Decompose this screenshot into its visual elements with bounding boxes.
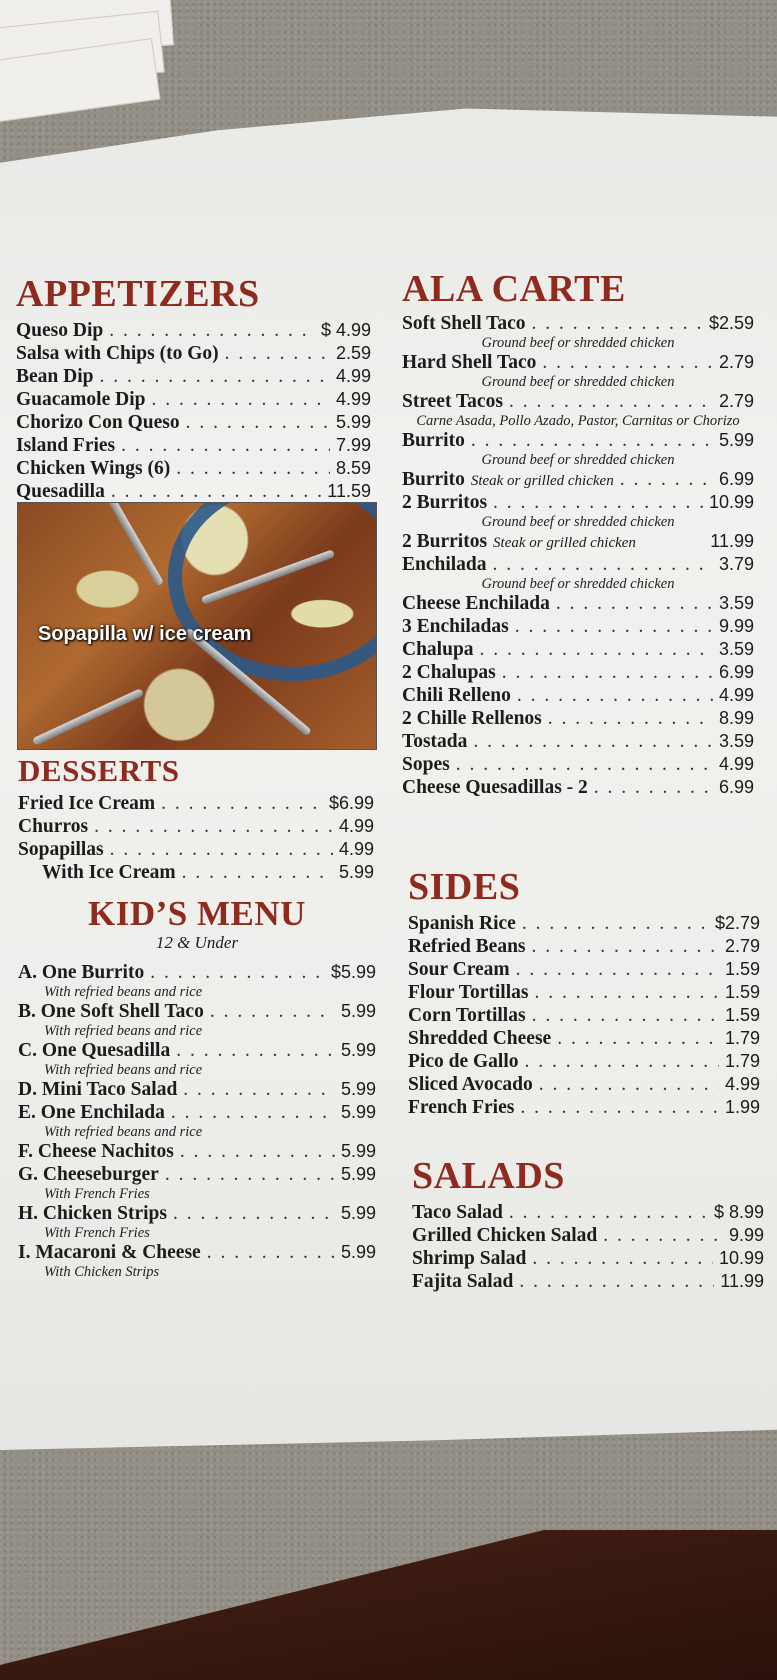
item-name: Refried Beans — [408, 936, 526, 957]
item-price: 3.59 — [718, 593, 754, 613]
dot-leader — [603, 1224, 723, 1247]
appetizers-section — [16, 275, 371, 503]
menu-item — [402, 351, 754, 374]
item-price: 10.99 — [718, 1248, 764, 1268]
item-name: 2 Chille Rellenos — [402, 708, 542, 729]
dot-leader — [99, 365, 329, 388]
item-price: 10.99 — [708, 492, 754, 512]
item-note: Ground beef or shredded chicken — [481, 576, 675, 592]
item-name: Sour Cream — [408, 959, 510, 980]
sides-heading: SIDES — [408, 866, 521, 908]
dot-leader — [539, 1073, 719, 1096]
item-price: 11.59 — [327, 481, 371, 501]
dot-leader — [520, 1096, 719, 1119]
dot-leader — [509, 390, 713, 413]
menu-item — [16, 319, 371, 342]
item-name: French Fries — [408, 1097, 515, 1118]
dot-leader — [516, 958, 719, 981]
item-note: With refried beans and rice — [44, 984, 203, 1000]
menu-item — [18, 838, 374, 861]
appetizers-list — [16, 319, 371, 503]
item-price: 6.99 — [718, 469, 754, 489]
menu-item — [18, 1163, 376, 1186]
item-name: Quesadilla — [16, 481, 105, 502]
menu-item — [408, 1096, 760, 1119]
dot-leader — [161, 792, 323, 815]
menu-item — [402, 468, 754, 491]
menu-item — [18, 792, 374, 815]
menu-item — [402, 776, 754, 799]
dot-leader — [534, 981, 718, 1004]
item-name: Churros — [18, 816, 89, 837]
item-price: $2.79 — [714, 913, 760, 933]
spoon — [102, 502, 164, 587]
menu-item — [18, 861, 374, 884]
dot-leader — [182, 861, 333, 884]
dot-leader — [165, 1163, 335, 1186]
dot-leader — [519, 1270, 714, 1293]
item-name: Salsa with Chips (to Go) — [16, 343, 219, 364]
item-name: Bean Dip — [16, 366, 94, 387]
item-inline-note: Steak or grilled chicken — [493, 535, 636, 551]
item-name: Chili Relleno — [402, 685, 511, 706]
item-name: Chorizo Con Queso — [16, 412, 180, 433]
menu-item — [18, 1241, 376, 1264]
item-price: 4.99 — [724, 1074, 760, 1094]
menu-item — [16, 434, 371, 457]
menu-item — [402, 661, 754, 684]
alacarte-list — [402, 312, 754, 799]
dot-leader — [493, 553, 713, 576]
dot-leader — [473, 730, 713, 753]
dot-leader — [517, 684, 713, 707]
menu-item — [16, 365, 371, 388]
item-name: I. Macaroni & Cheese — [18, 1242, 201, 1263]
item-price: 4.99 — [335, 389, 371, 409]
menu-item — [16, 388, 371, 411]
dot-leader — [548, 707, 713, 730]
menu-item — [18, 1140, 376, 1163]
item-price: 5.99 — [340, 1079, 376, 1099]
item-price: 9.99 — [718, 616, 754, 636]
menu-item — [408, 1073, 760, 1096]
dot-leader — [150, 961, 325, 984]
item-name: Pico de Gallo — [408, 1051, 519, 1072]
dot-leader — [532, 1004, 719, 1027]
paper-stack — [0, 0, 180, 140]
item-name: 2 Burritos — [402, 531, 488, 552]
item-price: 3.59 — [718, 639, 754, 659]
item-price: $5.99 — [330, 962, 376, 982]
dot-leader — [525, 1050, 719, 1073]
menu-item — [402, 638, 754, 661]
menu-item — [402, 530, 754, 553]
menu-item — [18, 1202, 376, 1225]
item-price: $ 8.99 — [713, 1202, 764, 1222]
salads-heading: SALADS — [412, 1155, 565, 1197]
item-price: 5.99 — [340, 1141, 376, 1161]
dot-leader — [110, 838, 333, 861]
item-price: 2.79 — [718, 391, 754, 411]
item-name: 2 Chalupas — [402, 662, 496, 683]
menu-item — [402, 553, 754, 576]
dot-leader — [121, 434, 330, 457]
menu-item — [402, 753, 754, 776]
item-name: E. One Enchilada — [18, 1102, 165, 1123]
item-inline-note: Steak or grilled chicken — [470, 473, 614, 489]
dot-leader — [94, 815, 333, 838]
dot-leader — [183, 1078, 335, 1101]
item-price: 1.79 — [724, 1028, 760, 1048]
item-price: 5.99 — [340, 1040, 376, 1060]
item-price: 5.99 — [340, 1164, 376, 1184]
item-price: 4.99 — [718, 685, 754, 705]
menu-item — [408, 1050, 760, 1073]
menu-item — [412, 1247, 764, 1270]
item-name: Cheese Enchilada — [402, 593, 550, 614]
item-price: 1.79 — [724, 1051, 760, 1071]
item-price: 8.59 — [335, 458, 371, 478]
item-price: 5.99 — [718, 430, 754, 450]
item-name: 3 Enchiladas — [402, 616, 509, 637]
menu-item — [412, 1201, 764, 1224]
item-name: Hard Shell Taco — [402, 352, 537, 373]
kids-subtitle: 12 & Under — [155, 933, 239, 952]
item-price: 5.99 — [340, 1102, 376, 1122]
menu-item — [402, 491, 754, 514]
item-price: 2.59 — [335, 343, 371, 363]
item-price: 6.99 — [718, 777, 754, 797]
item-price: 4.99 — [338, 839, 374, 859]
item-name: G. Cheeseburger — [18, 1164, 159, 1185]
item-price: 3.79 — [718, 554, 754, 574]
menu-item — [18, 1039, 376, 1062]
dot-leader — [557, 1027, 719, 1050]
item-name: Grilled Chicken Salad — [412, 1225, 598, 1246]
menu-item — [408, 1027, 760, 1050]
menu-item — [18, 961, 376, 984]
menu-item — [18, 1078, 376, 1101]
dot-leader — [176, 1039, 335, 1062]
menu-item — [18, 1000, 376, 1023]
dot-leader — [594, 776, 713, 799]
item-price: 11.99 — [720, 1271, 764, 1291]
dot-leader — [515, 615, 713, 638]
item-name: Flour Tortillas — [408, 982, 529, 1003]
item-price: 4.99 — [335, 366, 371, 386]
dot-leader — [509, 1201, 708, 1224]
item-note: Carne Asada, Pollo Azado, Pastor, Carnitas or Chorizo — [416, 413, 740, 429]
item-name: F. Cheese Nachitos — [18, 1141, 174, 1162]
item-price: $2.59 — [708, 313, 754, 333]
item-name: Chicken Wings (6) — [16, 458, 171, 479]
menu-item — [18, 815, 374, 838]
menu-item — [16, 342, 371, 365]
item-name: Fried Ice Cream — [18, 793, 156, 814]
dot-leader — [176, 457, 330, 480]
dot-leader — [225, 342, 330, 365]
item-name: Burrito — [402, 469, 465, 490]
dot-leader — [456, 753, 713, 776]
item-price: 1.99 — [724, 1097, 760, 1117]
item-name: Soft Shell Taco — [402, 313, 526, 334]
item-name: Queso Dip — [16, 320, 104, 341]
menu-item — [412, 1224, 764, 1247]
menu-item — [402, 684, 754, 707]
menu-item — [408, 912, 760, 935]
item-price: 7.99 — [335, 435, 371, 455]
menu-item — [408, 935, 760, 958]
item-name: C. One Quesadilla — [18, 1040, 171, 1061]
item-price: 8.99 — [718, 708, 754, 728]
menu-item — [412, 1270, 764, 1293]
sides-list — [408, 912, 760, 1119]
item-price: 2.79 — [718, 352, 754, 372]
dot-leader — [522, 912, 709, 935]
item-note: With Chicken Strips — [44, 1264, 160, 1280]
sides-section — [408, 868, 760, 1119]
item-name: Shredded Cheese — [408, 1028, 552, 1049]
item-price: 6.99 — [718, 662, 754, 682]
item-price: 4.99 — [338, 816, 374, 836]
desserts-list — [18, 792, 374, 884]
item-name: A. One Burrito — [18, 962, 145, 983]
alacarte-section — [402, 270, 754, 799]
menu-item — [16, 457, 371, 480]
dot-leader — [532, 312, 703, 335]
sopapilla-photo — [17, 502, 377, 750]
item-name: Taco Salad — [412, 1202, 503, 1223]
appetizers-heading: APPETIZERS — [16, 273, 260, 315]
item-price: 5.99 — [340, 1001, 376, 1021]
item-name: Cheese Quesadillas - 2 — [402, 777, 588, 798]
menu-item — [408, 981, 760, 1004]
item-note: With French Fries — [44, 1225, 150, 1241]
item-name: B. One Soft Shell Taco — [18, 1001, 204, 1022]
item-name: Tostada — [402, 731, 468, 752]
item-name: 2 Burritos — [402, 492, 488, 513]
item-note: With refried beans and rice — [44, 1023, 203, 1039]
item-name: Corn Tortillas — [408, 1005, 526, 1026]
item-note: With refried beans and rice — [44, 1062, 203, 1078]
item-name: H. Chicken Strips — [18, 1203, 167, 1224]
item-note: Ground beef or shredded chicken — [481, 335, 675, 351]
dot-leader — [151, 388, 329, 411]
dot-leader — [542, 351, 713, 374]
dot-leader — [109, 319, 315, 342]
kids-section — [18, 896, 376, 1280]
desserts-section — [18, 755, 374, 884]
dot-leader — [493, 491, 703, 514]
item-price: 4.99 — [718, 754, 754, 774]
item-price: 5.99 — [340, 1242, 376, 1262]
item-name: Sliced Avocado — [408, 1074, 533, 1095]
dot-leader — [186, 411, 330, 434]
menu-item — [402, 707, 754, 730]
menu-item — [402, 390, 754, 413]
item-note: Ground beef or shredded chicken — [481, 452, 675, 468]
item-price: $ 4.99 — [320, 320, 371, 340]
dot-leader — [180, 1140, 335, 1163]
item-price: 3.59 — [718, 731, 754, 751]
dot-leader — [556, 592, 713, 615]
item-name: Burrito — [402, 430, 465, 451]
dot-leader — [620, 468, 713, 491]
item-name: Chalupa — [402, 639, 474, 660]
menu-item — [18, 1101, 376, 1124]
item-name: Spanish Rice — [408, 913, 516, 934]
dot-leader — [532, 1247, 713, 1270]
item-name: Shrimp Salad — [412, 1248, 527, 1269]
item-price: 11.99 — [710, 531, 754, 551]
item-note: With refried beans and rice — [44, 1124, 203, 1140]
alacarte-heading: ALA CARTE — [402, 268, 626, 310]
item-price: 1.59 — [724, 1005, 760, 1025]
item-name: Street Tacos — [402, 391, 503, 412]
dot-leader — [502, 661, 713, 684]
menu-item — [402, 429, 754, 452]
item-name: Sopes — [402, 754, 450, 775]
item-price: 5.99 — [340, 1203, 376, 1223]
menu-item — [402, 615, 754, 638]
item-name: Island Fries — [16, 435, 116, 456]
item-price: 1.59 — [724, 982, 760, 1002]
menu-item — [402, 592, 754, 615]
dot-leader — [532, 935, 719, 958]
dot-leader — [111, 480, 321, 503]
item-price: 5.99 — [335, 412, 371, 432]
item-price: 1.59 — [724, 959, 760, 979]
salads-list — [412, 1201, 764, 1293]
item-note: Ground beef or shredded chicken — [481, 374, 675, 390]
dot-leader — [210, 1000, 335, 1023]
dot-leader — [171, 1101, 335, 1124]
item-price: 2.79 — [724, 936, 760, 956]
item-name: Fajita Salad — [412, 1271, 514, 1292]
plate — [168, 502, 377, 681]
item-note: With French Fries — [44, 1186, 150, 1202]
salads-section — [412, 1157, 764, 1293]
menu-item — [402, 730, 754, 753]
item-price: $6.99 — [328, 793, 374, 813]
menu-item — [408, 958, 760, 981]
kids-heading: KID’S MENU — [88, 894, 306, 933]
dot-leader — [471, 429, 713, 452]
desserts-heading: DESSERTS — [18, 753, 180, 788]
item-price: 5.99 — [338, 862, 374, 882]
dot-leader — [207, 1241, 335, 1264]
item-name: Sopapillas — [18, 839, 104, 860]
item-name: D. Mini Taco Salad — [18, 1079, 178, 1100]
item-note: Ground beef or shredded chicken — [481, 514, 675, 530]
item-name: Enchilada — [402, 554, 487, 575]
spoon — [32, 688, 144, 746]
dot-leader — [173, 1202, 335, 1225]
photo-caption: Sopapilla w/ ice cream — [38, 623, 252, 645]
menu-item — [402, 312, 754, 335]
item-name: With Ice Cream — [42, 862, 176, 883]
menu-item — [16, 411, 371, 434]
menu-item — [16, 480, 371, 503]
menu-item — [408, 1004, 760, 1027]
item-name: Guacamole Dip — [16, 389, 146, 410]
kids-list — [18, 961, 376, 1280]
dot-leader — [480, 638, 713, 661]
item-price: 9.99 — [728, 1225, 764, 1245]
